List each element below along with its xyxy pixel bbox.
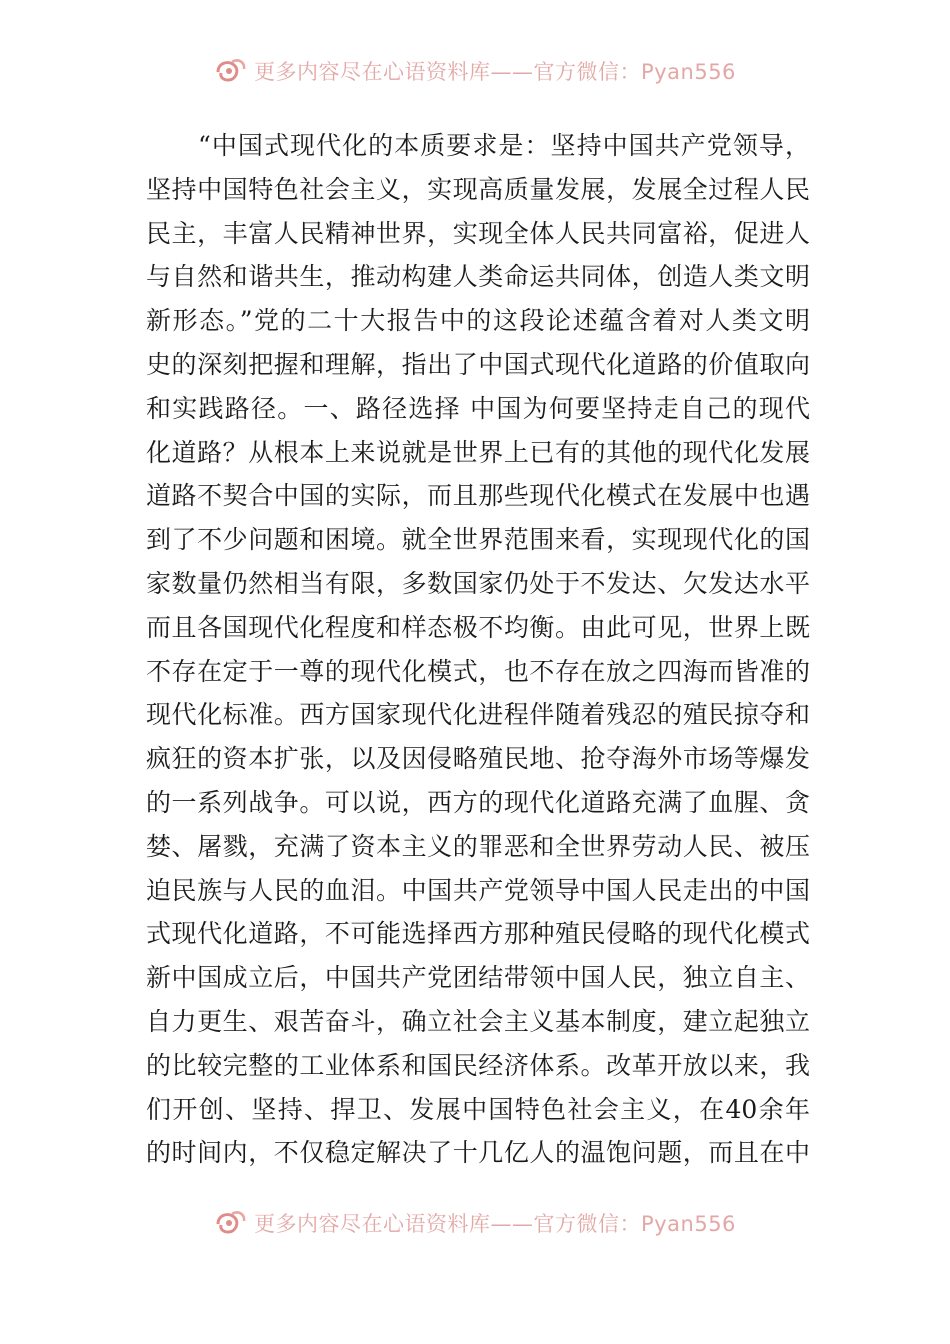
text-line: 疯狂的资本扩张，以及因侵略殖民地、抢夺海外市场等爆发 bbox=[146, 744, 810, 774]
text-line: 式现代化道路，不可能选择西方那种殖民侵略的现代化模式 bbox=[146, 919, 810, 949]
watermark-text: 更多内容尽在心语资料库——官方微信：Pyan556 bbox=[254, 60, 736, 84]
header-watermark bbox=[0, 54, 950, 88]
text-line: 民主，丰富人民精神世界，实现全体人民共同富裕，促进人 bbox=[146, 218, 810, 248]
text-line: 的比较完整的工业体系和国民经济体系。改革开放以来，我 bbox=[146, 1050, 810, 1080]
text-line: 和实践路径。一、路径选择 中国为何要坚持走自己的现代 bbox=[146, 393, 810, 423]
text-line: 家数量仍然相当有限，多数国家仍处于不发达、欠发达水平 bbox=[146, 568, 810, 598]
text-line: 们开创、坚持、捍卫、发展中国特色社会主义，在40余年 bbox=[146, 1094, 810, 1124]
text-line: 坚持中国特色社会主义，实现高质量发展，发展全过程人民 bbox=[146, 174, 810, 204]
document-body bbox=[146, 124, 810, 1175]
text-line: 到了不少问题和困境。就全世界范围来看，实现现代化的国 bbox=[146, 525, 810, 555]
text-line: 不存在定于一尊的现代化模式，也不存在放之四海而皆准的 bbox=[146, 656, 810, 686]
text-line: 自力更生、艰苦奋斗，确立社会主义基本制度，建立起独立 bbox=[146, 1006, 810, 1036]
text-line: 新中国成立后，中国共产党团结带领中国人民，独立自主、 bbox=[146, 963, 810, 993]
footer-watermark bbox=[0, 1206, 950, 1240]
watermark-logo-icon bbox=[214, 1208, 248, 1238]
text-line: 现代化标准。西方国家现代化进程伴随着残忍的殖民掠夺和 bbox=[146, 700, 810, 730]
text-line: 史的深刻把握和理解，指出了中国式现代化道路的价值取向 bbox=[146, 349, 810, 379]
text-line: 新形态。”党的二十大报告中的这段论述蕴含着对人类文明 bbox=[146, 306, 810, 336]
text-line: 婪、屠戮，充满了资本主义的罪恶和全世界劳动人民、被压 bbox=[146, 831, 810, 861]
text-line: 化道路？从根本上来说就是世界上已有的其他的现代化发展 bbox=[146, 437, 810, 467]
watermark-text: 更多内容尽在心语资料库——官方微信：Pyan556 bbox=[254, 1212, 736, 1236]
text-line: 的一系列战争。可以说，西方的现代化道路充满了血腥、贪 bbox=[146, 787, 810, 817]
watermark-logo-icon bbox=[214, 56, 248, 86]
text-line: 而且各国现代化程度和样态极不均衡。由此可见，世界上既 bbox=[146, 612, 810, 642]
text-line: 道路不契合中国的实际，而且那些现代化模式在发展中也遇 bbox=[146, 481, 810, 511]
text-line: “中国式现代化的本质要求是：坚持中国共产党领导， bbox=[198, 131, 810, 160]
text-line: 迫民族与人民的血泪。中国共产党领导中国人民走出的中国 bbox=[146, 875, 810, 905]
text-line: 的时间内，不仅稳定解决了十几亿人的温饱问题，而且在中 bbox=[146, 1138, 810, 1168]
text-line: 与自然和谐共生，推动构建人类命运共同体，创造人类文明 bbox=[146, 262, 810, 292]
